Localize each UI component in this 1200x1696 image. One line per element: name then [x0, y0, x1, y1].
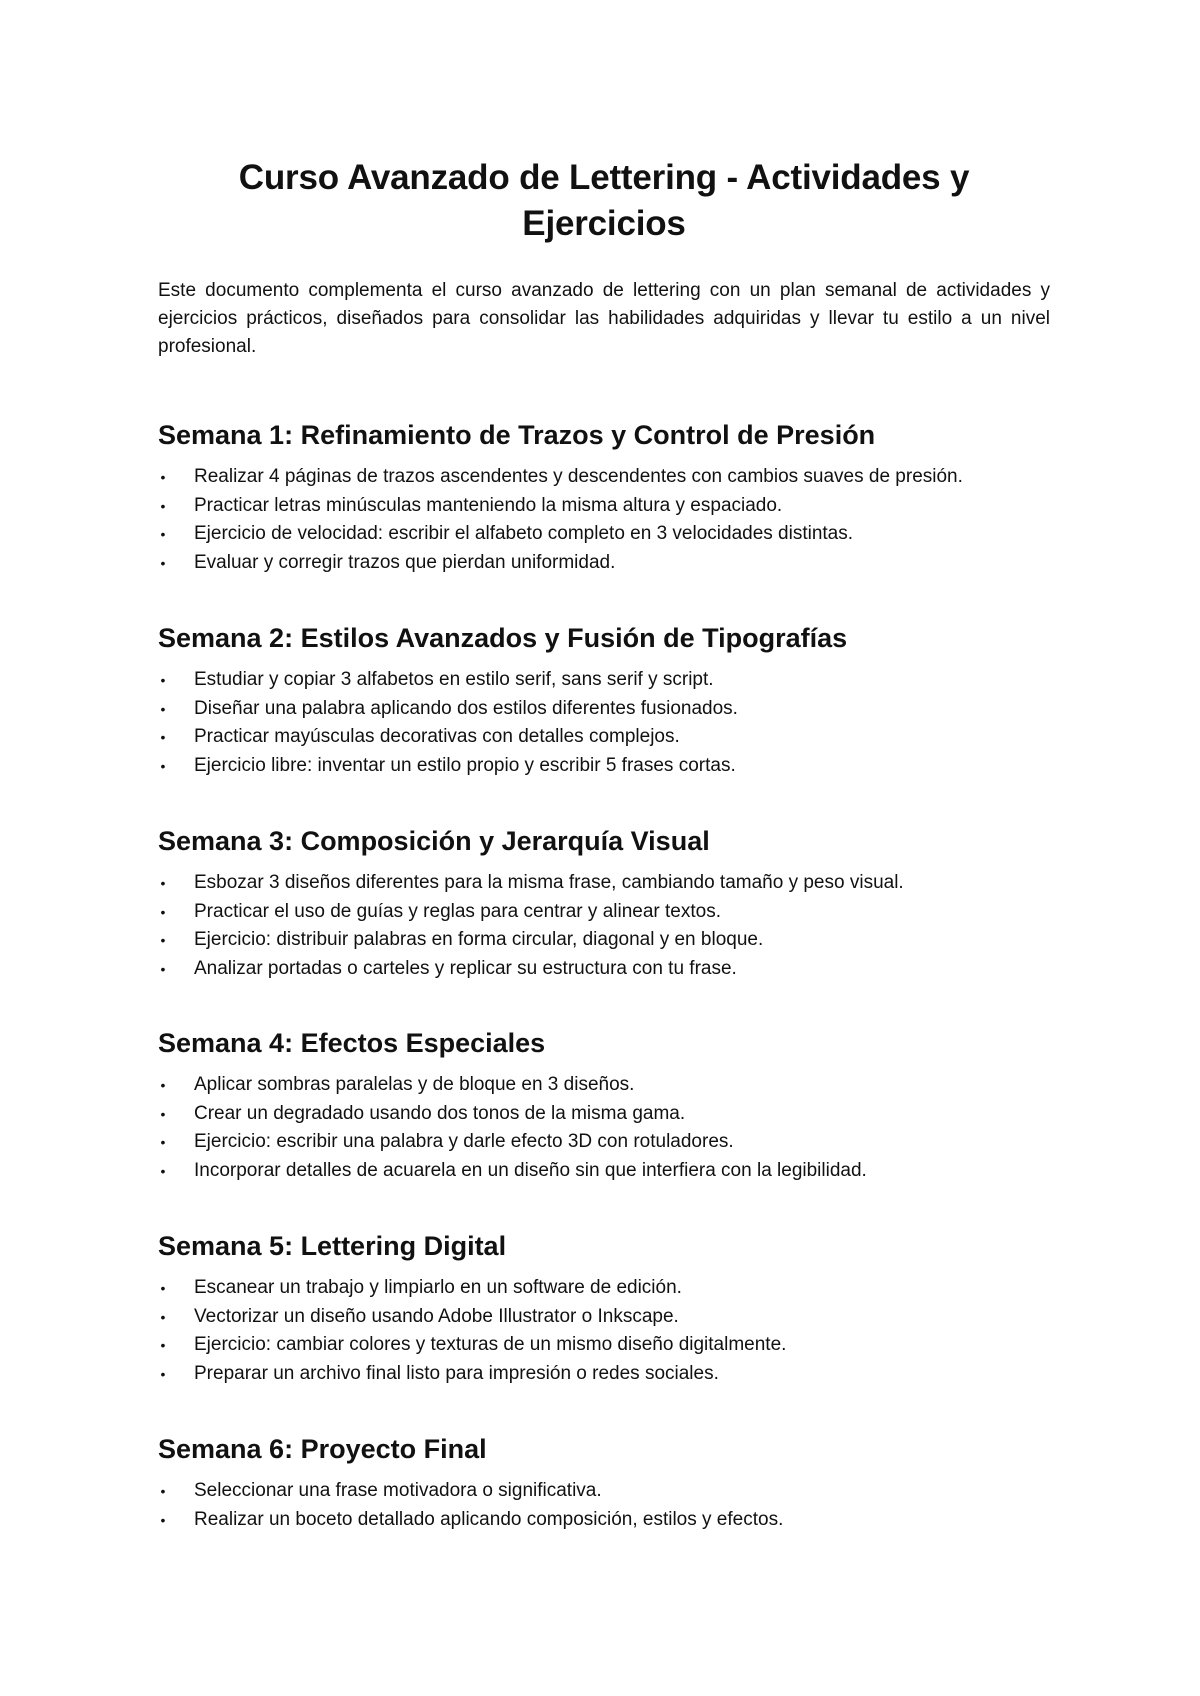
list-item-text: Preparar un archivo final listo para impresión o redes sociales. — [194, 1362, 719, 1384]
list-item-text: Escanear un trabajo y limpiarlo en un software de edición. — [194, 1277, 682, 1298]
bullet-icon: • — [160, 469, 166, 485]
list-item — [158, 1157, 1050, 1186]
list-item-text: Incorporar detalles de acuarela en un diseño sin que interfiera con la legibilidad. — [194, 1159, 867, 1181]
bullet-icon: • — [160, 875, 166, 891]
bullet-icon: • — [160, 932, 166, 948]
bullet-icon: • — [160, 1483, 166, 1499]
list-item — [158, 1274, 1050, 1303]
bullet-icon: • — [160, 1134, 166, 1150]
list-item-text: Practicar el uso de guías y reglas para centrar y alinear textos. — [194, 900, 721, 922]
list-item — [158, 1100, 1050, 1129]
bullet-icon: • — [160, 757, 166, 774]
list-item — [158, 955, 1050, 984]
bullet-icon: • — [160, 1077, 166, 1093]
list-item-text: Ejercicio: escribir una palabra y darle efecto 3D con rotuladores. — [194, 1131, 734, 1152]
bullet-icon: • — [160, 1162, 166, 1179]
bullet-icon: • — [160, 903, 166, 920]
list-item — [158, 926, 1050, 955]
list-item-text: Ejercicio libre: inventar un estilo propio y escribir 5 frases cortas. — [194, 754, 736, 776]
list-item-text: Evaluar y corregir trazos que pierdan uniformidad. — [194, 551, 616, 573]
week-2-list — [158, 666, 1050, 780]
bullet-icon: • — [160, 1308, 166, 1325]
intro-paragraph: Este documento complementa el curso avanzado de lettering con un plan semanal de actividades y ejercicios prácticos, diseñados para consolidar las habilidades adquiridas y llevar tu estilo a un nivel profesional. — [158, 280, 1050, 357]
bullet-icon: • — [160, 1365, 166, 1382]
list-item — [158, 869, 1050, 898]
week-1-heading: Semana 1: Refinamiento de Trazos y Control de Presión — [158, 420, 876, 450]
bullet-icon: • — [160, 1511, 166, 1528]
list-item-text: Vectorizar un diseño usando Adobe Illustrator o Inkscape. — [194, 1305, 679, 1327]
list-item — [158, 1303, 1050, 1332]
list-item — [158, 1071, 1050, 1100]
list-item-text: Esbozar 3 diseños diferentes para la misma frase, cambiando tamaño y peso visual. — [194, 872, 904, 893]
list-item-text: Practicar letras minúsculas manteniendo la misma altura y espaciado. — [194, 494, 783, 516]
bullet-icon: • — [160, 729, 166, 745]
week-4-list — [158, 1071, 1050, 1185]
bullet-icon: • — [160, 1337, 166, 1353]
list-item-text: Seleccionar una frase motivadora o significativa. — [194, 1480, 602, 1501]
week-3-heading: Semana 3: Composición y Jerarquía Visual — [158, 826, 710, 856]
list-item-text: Ejercicio de velocidad: escribir el alfabeto completo en 3 velocidades distintas. — [194, 523, 854, 544]
list-item — [158, 1360, 1050, 1389]
list-item-text: Estudiar y copiar 3 alfabetos en estilo serif, sans serif y script. — [194, 669, 714, 690]
week-1-list — [158, 463, 1050, 577]
list-item — [158, 723, 1050, 752]
list-item — [158, 463, 1050, 492]
week-3-list — [158, 869, 1050, 983]
list-item-text: Realizar un boceto detallado aplicando composición, estilos y efectos. — [194, 1508, 784, 1530]
list-item — [158, 752, 1050, 781]
document-page — [158, 0, 1050, 1530]
bullet-icon: • — [160, 1105, 166, 1122]
list-item-text: Practicar mayúsculas decorativas con detalles complejos. — [194, 726, 680, 747]
list-item — [158, 898, 1050, 927]
list-item-text: Realizar 4 páginas de trazos ascendentes y descendentes con cambios suaves de presión. — [194, 466, 963, 487]
bullet-icon: • — [160, 554, 166, 571]
list-item-text: Diseñar una palabra aplicando dos estilos diferentes fusionados. — [194, 697, 738, 719]
list-item — [158, 695, 1050, 724]
bullet-icon: • — [160, 497, 166, 514]
bullet-icon: • — [160, 1280, 166, 1296]
week-6-list — [158, 1477, 1050, 1534]
week-5-heading: Semana 5: Lettering Digital — [158, 1231, 507, 1261]
list-item — [158, 1331, 1050, 1360]
document-title: Curso Avanzado de Lettering - Actividades y Ejercicios — [238, 158, 970, 243]
list-item — [158, 1128, 1050, 1157]
list-item-text: Aplicar sombras paralelas y de bloque en 3 diseños. — [194, 1074, 635, 1095]
week-6-heading: Semana 6: Proyecto Final — [158, 1434, 487, 1464]
list-item — [158, 1477, 1050, 1506]
week-5-list — [158, 1274, 1050, 1388]
bullet-icon: • — [160, 960, 166, 977]
bullet-icon: • — [160, 672, 166, 688]
list-item — [158, 520, 1050, 549]
list-item-text: Ejercicio: cambiar colores y texturas de un mismo diseño digitalmente. — [194, 1334, 787, 1355]
week-2-heading: Semana 2: Estilos Avanzados y Fusión de Tipografías — [158, 623, 848, 653]
list-item — [158, 1506, 1050, 1535]
week-4-heading: Semana 4: Efectos Especiales — [158, 1028, 546, 1058]
list-item-text: Analizar portadas o carteles y replicar su estructura con tu frase. — [194, 957, 737, 979]
list-item — [158, 666, 1050, 695]
bullet-icon: • — [160, 700, 166, 717]
list-item-text: Crear un degradado usando dos tonos de la misma gama. — [194, 1102, 686, 1124]
list-item — [158, 492, 1050, 521]
bullet-icon: • — [160, 526, 166, 542]
list-item — [158, 549, 1050, 578]
list-item-text: Ejercicio: distribuir palabras en forma circular, diagonal y en bloque. — [194, 929, 764, 950]
